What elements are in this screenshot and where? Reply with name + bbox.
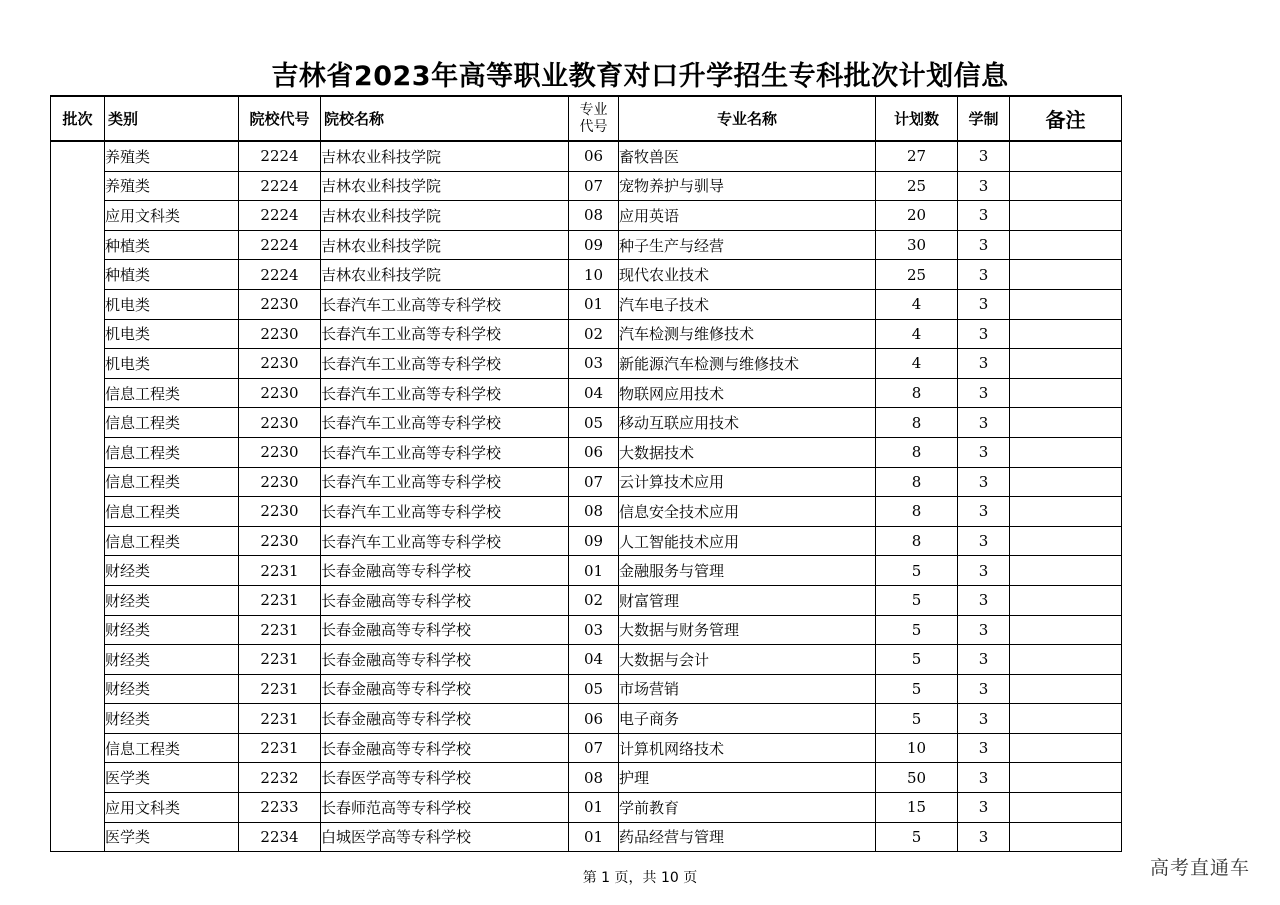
school-name-cell: 长春汽车工业高等专科学校	[321, 349, 569, 379]
major-code-cell: 05	[569, 408, 619, 438]
major-name-cell: 人工智能技术应用	[619, 526, 876, 556]
category-cell: 财经类	[105, 585, 239, 615]
table-row	[51, 437, 1122, 467]
major-name-cell: 宠物养护与驯导	[619, 171, 876, 201]
school-name-cell: 长春金融高等专科学校	[321, 674, 569, 704]
note-cell	[1010, 674, 1122, 704]
category-cell: 信息工程类	[105, 408, 239, 438]
category-cell: 应用文科类	[105, 793, 239, 823]
school-name-cell: 吉林农业科技学院	[321, 260, 569, 290]
table-row	[51, 645, 1122, 675]
category-cell: 财经类	[105, 556, 239, 586]
major-code-cell: 07	[569, 733, 619, 763]
duration-cell: 3	[958, 526, 1010, 556]
header-batch: 批次	[51, 96, 105, 141]
school-code-cell: 2230	[239, 526, 321, 556]
duration-cell: 3	[958, 201, 1010, 231]
school-code-cell: 2224	[239, 260, 321, 290]
duration-cell: 3	[958, 408, 1010, 438]
category-cell: 种植类	[105, 230, 239, 260]
school-name-cell: 白城医学高等专科学校	[321, 822, 569, 852]
major-name-cell: 移动互联应用技术	[619, 408, 876, 438]
major-code-cell: 04	[569, 378, 619, 408]
school-code-cell: 2224	[239, 171, 321, 201]
table-row	[51, 615, 1122, 645]
major-name-cell: 大数据与会计	[619, 645, 876, 675]
category-cell: 财经类	[105, 645, 239, 675]
school-name-cell: 吉林农业科技学院	[321, 171, 569, 201]
school-code-cell: 2224	[239, 230, 321, 260]
note-cell	[1010, 289, 1122, 319]
category-cell: 机电类	[105, 349, 239, 379]
major-name-cell: 财富管理	[619, 585, 876, 615]
school-name-cell: 长春金融高等专科学校	[321, 733, 569, 763]
note-cell	[1010, 408, 1122, 438]
school-code-cell: 2234	[239, 822, 321, 852]
major-name-cell: 汽车电子技术	[619, 289, 876, 319]
table-row	[51, 793, 1122, 823]
table-row	[51, 378, 1122, 408]
header-major-code	[569, 96, 619, 141]
category-cell: 财经类	[105, 704, 239, 734]
major-name-cell: 护理	[619, 763, 876, 793]
duration-cell: 3	[958, 378, 1010, 408]
plan-count-cell: 8	[876, 467, 958, 497]
plan-count-cell: 5	[876, 556, 958, 586]
enrollment-plan-table	[50, 95, 1122, 852]
major-code-cell: 07	[569, 467, 619, 497]
plan-count-cell: 5	[876, 704, 958, 734]
duration-cell: 3	[958, 437, 1010, 467]
header-school-name: 院校名称	[321, 96, 569, 141]
category-cell: 信息工程类	[105, 378, 239, 408]
page-title: 吉林省2023年高等职业教育对口升学招生专科批次计划信息	[271, 61, 1009, 92]
major-name-cell: 学前教育	[619, 793, 876, 823]
table-header-row	[51, 96, 1122, 141]
major-name-cell: 金融服务与管理	[619, 556, 876, 586]
major-code-cell: 08	[569, 497, 619, 527]
plan-count-cell: 8	[876, 437, 958, 467]
major-code-cell: 03	[569, 615, 619, 645]
table-row	[51, 585, 1122, 615]
duration-cell: 3	[958, 674, 1010, 704]
category-cell: 养殖类	[105, 141, 239, 171]
watermark: 高考直通车	[1149, 857, 1250, 879]
note-cell	[1010, 437, 1122, 467]
header-major-code-line1: 专业	[579, 101, 608, 118]
note-cell	[1010, 526, 1122, 556]
school-code-cell: 2230	[239, 319, 321, 349]
school-code-cell: 2231	[239, 704, 321, 734]
plan-count-cell: 8	[876, 526, 958, 556]
duration-cell: 3	[958, 141, 1010, 171]
table-row	[51, 526, 1122, 556]
school-code-cell: 2230	[239, 349, 321, 379]
duration-cell: 3	[958, 349, 1010, 379]
school-code-cell: 2233	[239, 793, 321, 823]
plan-count-cell: 25	[876, 260, 958, 290]
major-code-cell: 05	[569, 674, 619, 704]
school-name-cell: 长春金融高等专科学校	[321, 556, 569, 586]
header-major-name: 专业名称	[619, 96, 876, 141]
table-row	[51, 497, 1122, 527]
plan-count-cell: 4	[876, 349, 958, 379]
school-name-cell: 长春汽车工业高等专科学校	[321, 319, 569, 349]
note-cell	[1010, 704, 1122, 734]
plan-count-cell: 5	[876, 822, 958, 852]
header-note: 备注	[1010, 96, 1122, 141]
school-name-cell: 长春师范高等专科学校	[321, 793, 569, 823]
category-cell: 机电类	[105, 289, 239, 319]
major-code-cell: 09	[569, 526, 619, 556]
major-code-cell: 02	[569, 585, 619, 615]
table-row	[51, 733, 1122, 763]
note-cell	[1010, 260, 1122, 290]
major-code-cell: 04	[569, 645, 619, 675]
header-category: 类别	[105, 96, 239, 141]
plan-count-cell: 5	[876, 615, 958, 645]
plan-count-cell: 8	[876, 497, 958, 527]
duration-cell: 3	[958, 260, 1010, 290]
major-code-cell: 08	[569, 201, 619, 231]
major-name-cell: 大数据与财务管理	[619, 615, 876, 645]
header-school-code: 院校代号	[239, 96, 321, 141]
major-code-cell: 06	[569, 704, 619, 734]
duration-cell: 3	[958, 467, 1010, 497]
duration-cell: 3	[958, 763, 1010, 793]
header-major-code-line2: 代号	[579, 118, 608, 135]
school-name-cell: 长春金融高等专科学校	[321, 645, 569, 675]
note-cell	[1010, 645, 1122, 675]
school-name-cell: 长春汽车工业高等专科学校	[321, 526, 569, 556]
category-cell: 应用文科类	[105, 201, 239, 231]
table-row	[51, 349, 1122, 379]
duration-cell: 3	[958, 171, 1010, 201]
note-cell	[1010, 319, 1122, 349]
table-row	[51, 260, 1122, 290]
duration-cell: 3	[958, 733, 1010, 763]
major-name-cell: 云计算技术应用	[619, 467, 876, 497]
school-code-cell: 2230	[239, 378, 321, 408]
table-row	[51, 704, 1122, 734]
table-row	[51, 201, 1122, 231]
major-code-cell: 01	[569, 822, 619, 852]
major-name-cell: 种子生产与经营	[619, 230, 876, 260]
table-row	[51, 763, 1122, 793]
table-row	[51, 674, 1122, 704]
table-row	[51, 408, 1122, 438]
category-cell: 信息工程类	[105, 467, 239, 497]
school-code-cell: 2230	[239, 497, 321, 527]
school-code-cell: 2224	[239, 141, 321, 171]
duration-cell: 3	[958, 822, 1010, 852]
plan-count-cell: 20	[876, 201, 958, 231]
table-body	[51, 141, 1122, 852]
school-name-cell: 吉林农业科技学院	[321, 141, 569, 171]
school-code-cell: 2224	[239, 201, 321, 231]
note-cell	[1010, 497, 1122, 527]
major-name-cell: 大数据技术	[619, 437, 876, 467]
duration-cell: 3	[958, 230, 1010, 260]
major-code-cell: 10	[569, 260, 619, 290]
major-name-cell: 现代农业技术	[619, 260, 876, 290]
category-cell: 信息工程类	[105, 497, 239, 527]
major-code-cell: 09	[569, 230, 619, 260]
major-name-cell: 新能源汽车检测与维修技术	[619, 349, 876, 379]
school-name-cell: 长春金融高等专科学校	[321, 704, 569, 734]
category-cell: 医学类	[105, 822, 239, 852]
school-code-cell: 2231	[239, 556, 321, 586]
table-row	[51, 171, 1122, 201]
school-name-cell: 长春医学高等专科学校	[321, 763, 569, 793]
note-cell	[1010, 141, 1122, 171]
school-name-cell: 吉林农业科技学院	[321, 230, 569, 260]
category-cell: 财经类	[105, 674, 239, 704]
category-cell: 信息工程类	[105, 526, 239, 556]
school-code-cell: 2231	[239, 645, 321, 675]
major-code-cell: 01	[569, 793, 619, 823]
school-code-cell: 2230	[239, 289, 321, 319]
duration-cell: 3	[958, 497, 1010, 527]
major-name-cell: 计算机网络技术	[619, 733, 876, 763]
note-cell	[1010, 171, 1122, 201]
major-code-cell: 06	[569, 437, 619, 467]
duration-cell: 3	[958, 645, 1010, 675]
school-code-cell: 2230	[239, 408, 321, 438]
duration-cell: 3	[958, 793, 1010, 823]
major-name-cell: 市场营销	[619, 674, 876, 704]
plan-count-cell: 5	[876, 674, 958, 704]
school-code-cell: 2232	[239, 763, 321, 793]
school-name-cell: 吉林农业科技学院	[321, 201, 569, 231]
note-cell	[1010, 615, 1122, 645]
plan-count-cell: 8	[876, 408, 958, 438]
page-footer: 第 1 页，共 10 页	[582, 870, 698, 886]
plan-count-cell: 27	[876, 141, 958, 171]
major-code-cell: 03	[569, 349, 619, 379]
duration-cell: 3	[958, 319, 1010, 349]
note-cell	[1010, 201, 1122, 231]
school-code-cell: 2231	[239, 585, 321, 615]
plan-count-cell: 10	[876, 733, 958, 763]
school-code-cell: 2230	[239, 437, 321, 467]
table-row	[51, 319, 1122, 349]
major-code-cell: 07	[569, 171, 619, 201]
school-name-cell: 长春金融高等专科学校	[321, 585, 569, 615]
school-code-cell: 2231	[239, 674, 321, 704]
school-name-cell: 长春汽车工业高等专科学校	[321, 408, 569, 438]
school-name-cell: 长春汽车工业高等专科学校	[321, 497, 569, 527]
major-code-cell: 02	[569, 319, 619, 349]
note-cell	[1010, 378, 1122, 408]
plan-count-cell: 5	[876, 585, 958, 615]
duration-cell: 3	[958, 556, 1010, 586]
major-name-cell: 物联网应用技术	[619, 378, 876, 408]
major-name-cell: 信息安全技术应用	[619, 497, 876, 527]
category-cell: 养殖类	[105, 171, 239, 201]
major-code-cell: 08	[569, 763, 619, 793]
category-cell: 机电类	[105, 319, 239, 349]
school-name-cell: 长春汽车工业高等专科学校	[321, 467, 569, 497]
duration-cell: 3	[958, 289, 1010, 319]
table-row	[51, 822, 1122, 852]
category-cell: 医学类	[105, 763, 239, 793]
note-cell	[1010, 556, 1122, 586]
plan-count-cell: 5	[876, 645, 958, 675]
school-code-cell: 2230	[239, 467, 321, 497]
school-name-cell: 长春汽车工业高等专科学校	[321, 437, 569, 467]
major-code-cell: 06	[569, 141, 619, 171]
duration-cell: 3	[958, 704, 1010, 734]
major-name-cell: 应用英语	[619, 201, 876, 231]
header-plan: 计划数	[876, 96, 958, 141]
plan-count-cell: 30	[876, 230, 958, 260]
plan-count-cell: 25	[876, 171, 958, 201]
table-row	[51, 556, 1122, 586]
major-name-cell: 药品经营与管理	[619, 822, 876, 852]
duration-cell: 3	[958, 615, 1010, 645]
table-row	[51, 467, 1122, 497]
plan-count-cell: 4	[876, 289, 958, 319]
major-name-cell: 畜牧兽医	[619, 141, 876, 171]
table-row	[51, 141, 1122, 171]
note-cell	[1010, 733, 1122, 763]
category-cell: 信息工程类	[105, 733, 239, 763]
plan-count-cell: 15	[876, 793, 958, 823]
note-cell	[1010, 793, 1122, 823]
category-cell: 信息工程类	[105, 437, 239, 467]
school-name-cell: 长春汽车工业高等专科学校	[321, 378, 569, 408]
duration-cell: 3	[958, 585, 1010, 615]
table-row	[51, 289, 1122, 319]
note-cell	[1010, 585, 1122, 615]
school-name-cell: 长春汽车工业高等专科学校	[321, 289, 569, 319]
major-code-cell: 01	[569, 556, 619, 586]
note-cell	[1010, 349, 1122, 379]
school-code-cell: 2231	[239, 615, 321, 645]
note-cell	[1010, 763, 1122, 793]
plan-count-cell: 4	[876, 319, 958, 349]
table-row	[51, 230, 1122, 260]
batch-cell	[51, 141, 105, 852]
category-cell: 财经类	[105, 615, 239, 645]
major-name-cell: 电子商务	[619, 704, 876, 734]
major-code-cell: 01	[569, 289, 619, 319]
major-name-cell: 汽车检测与维修技术	[619, 319, 876, 349]
category-cell: 种植类	[105, 260, 239, 290]
note-cell	[1010, 822, 1122, 852]
note-cell	[1010, 467, 1122, 497]
header-duration: 学制	[958, 96, 1010, 141]
note-cell	[1010, 230, 1122, 260]
school-name-cell: 长春金融高等专科学校	[321, 615, 569, 645]
plan-count-cell: 8	[876, 378, 958, 408]
school-code-cell: 2231	[239, 733, 321, 763]
plan-count-cell: 50	[876, 763, 958, 793]
